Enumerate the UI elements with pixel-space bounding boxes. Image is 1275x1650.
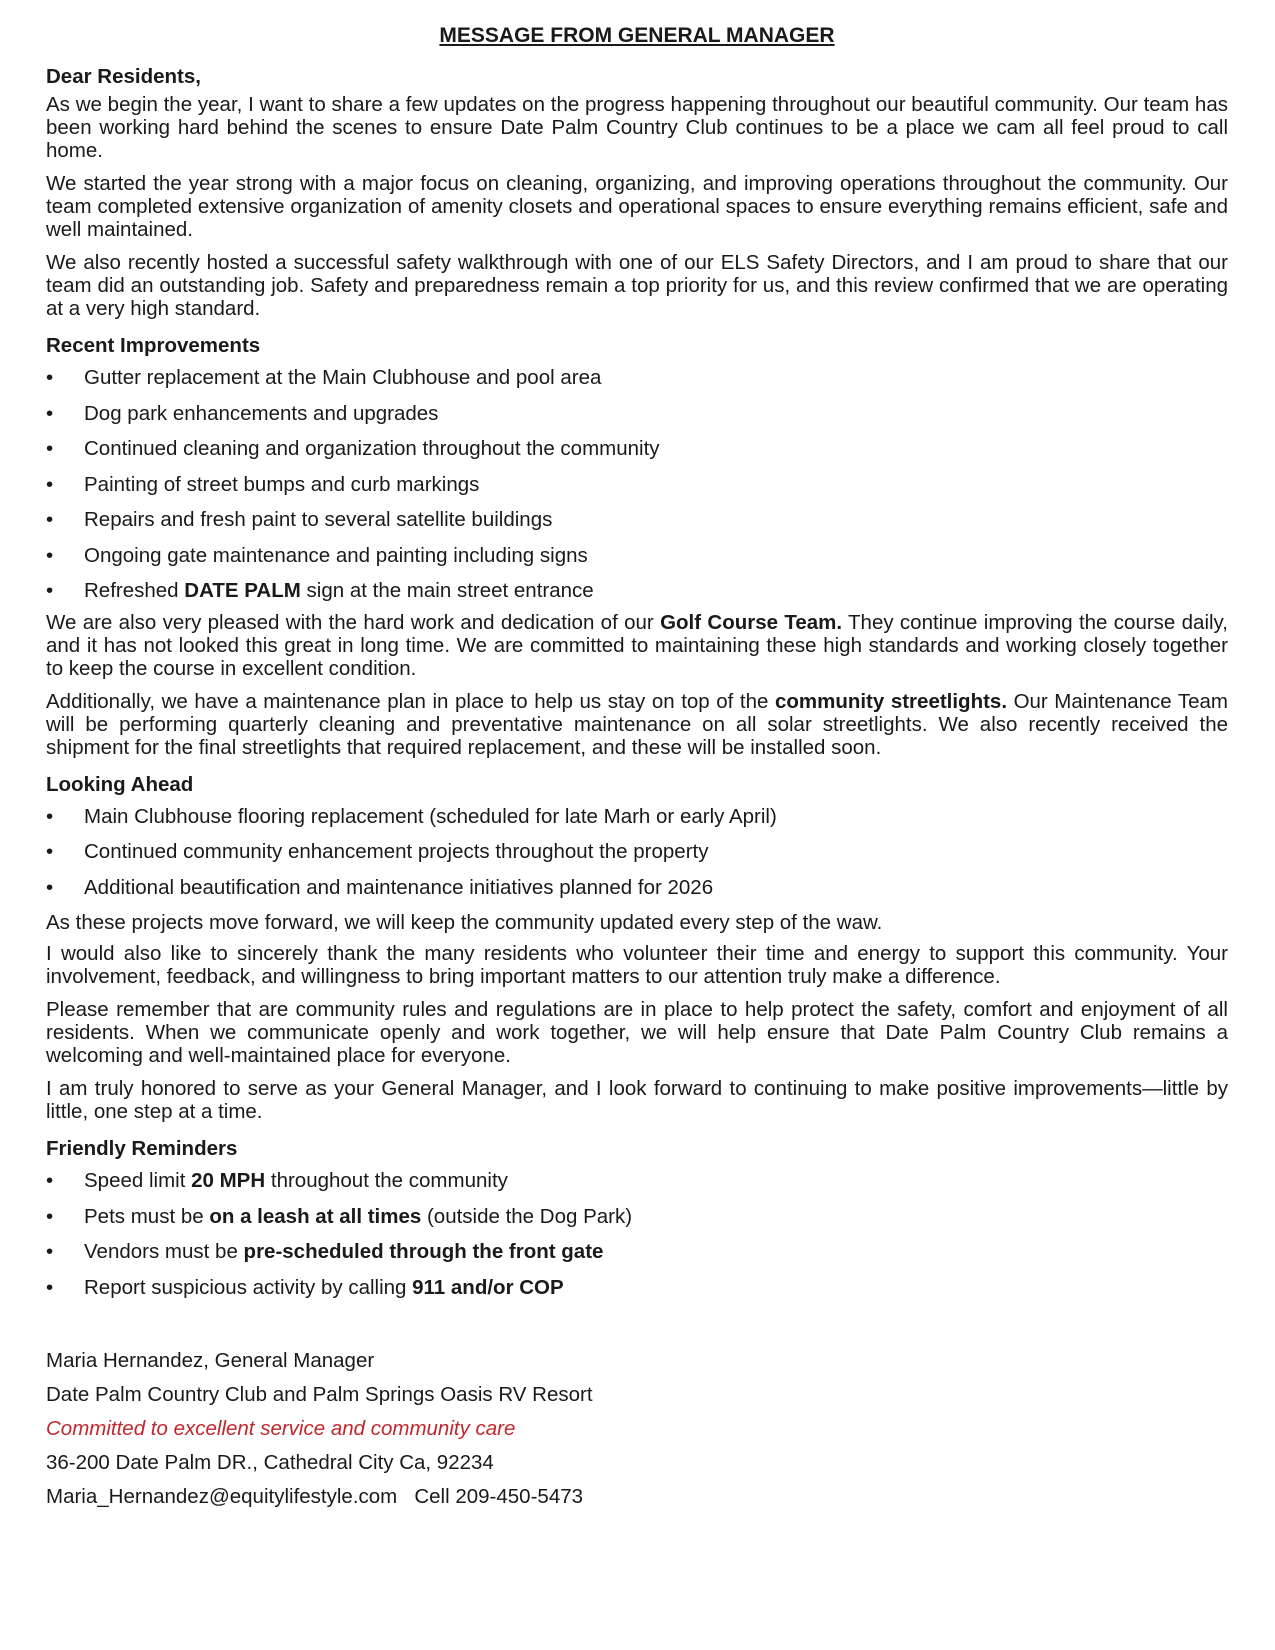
section-heading-improvements: Recent Improvements xyxy=(46,334,261,357)
list-item xyxy=(46,1236,1228,1268)
letter xyxy=(46,20,1228,1514)
list-item-emphasis: 911 and/or COP xyxy=(412,1275,564,1299)
golf-paragraph xyxy=(46,611,1228,680)
greeting: Dear Residents, xyxy=(46,65,201,88)
list-item-text: Report suspicious activity by calling xyxy=(84,1275,413,1299)
list-item xyxy=(46,1201,1228,1233)
list-item: • Gutter replacement at the Main Clubhouse and pool area xyxy=(46,362,1228,394)
signature-block xyxy=(46,1344,1228,1514)
list-item-emphasis: on a leash at all times xyxy=(209,1204,422,1228)
list-item-text: Speed limit xyxy=(84,1169,192,1192)
list-item xyxy=(46,575,1228,607)
list-item-text: Pets must be xyxy=(84,1204,210,1228)
list-item: • Ongoing gate maintenance and painting including signs xyxy=(46,540,1228,572)
section-heading-looking-ahead: Looking Ahead xyxy=(46,772,194,796)
list-item-text: (outside the Dog Park) xyxy=(421,1204,633,1228)
list-item: • Dog park enhancements and upgrades xyxy=(46,398,1228,430)
phone-number: Cell 209-450-5473 xyxy=(414,1484,584,1508)
intro-paragraph: We also recently hosted a successful safety walkthrough with one of our ELS Safety Directors, and I am proud to share that our team did an outstanding job. Safety and preparedness remain a top priority for us, and this review confirmed that we are operating at a very high standard. xyxy=(46,251,1228,320)
list-item xyxy=(46,1272,1228,1304)
list-item: • Additional beautification and maintenance initiatives planned for 2026 xyxy=(46,872,1228,904)
paragraph-text: They continue improving the course daily, and it has not looked this great in long time. We are committed to maintaining these high standards and working closely together to keep the course in excellent condition. xyxy=(46,610,1228,680)
list-item-emphasis: 20 MPH xyxy=(191,1169,266,1192)
looking-ahead-list xyxy=(46,801,1228,904)
rules-paragraph: Please remember that are community rules and regulations are in place to help protect the safety, comfort and enjoyment of all residents. When we communicate openly and work together, we will help ensure that Date Palm Country Club remains a welcoming and well-maintained place for everyone. xyxy=(46,998,1228,1067)
paragraph-text: Our Maintenance Team will be performing quarterly cleaning and preventative maintenance on all solar streetlights. We also recently received the shipment for the final streetlights that required replacement, and these will be installed soon. xyxy=(46,689,1228,759)
reminders-list xyxy=(46,1165,1228,1304)
thanks-paragraph: I would also like to sincerely thank the many residents who volunteer their time and energy to support this community. Your involvement, feedback, and willingness to bring important matters to our attention truly make a difference. xyxy=(46,942,1228,988)
list-item: • Continued cleaning and organization throughout the community xyxy=(46,433,1228,465)
list-item-text: throughout the community xyxy=(265,1169,508,1192)
paragraph-emphasis: community streetlights. xyxy=(774,689,1008,713)
intro-paragraph: As we begin the year, I want to share a few updates on the progress happening throughout our beautiful community. Our team has been working hard behind the scenes to ensure Date Palm Country Club continues to be a place we cam all feel proud to call home. xyxy=(46,93,1228,162)
email-link[interactable]: Maria_Hernandez@equitylifestyle.com xyxy=(46,1484,398,1508)
signature-address: 36-200 Date Palm DR., Cathedral City Ca, 92234 xyxy=(46,1450,494,1474)
streetlights-paragraph xyxy=(46,690,1228,759)
list-item-emphasis: DATE PALM xyxy=(184,579,301,602)
paragraph-text: We are also very pleased with the hard work and dedication of our xyxy=(46,610,661,634)
improvements-list xyxy=(46,362,1228,607)
list-item: • Painting of street bumps and curb markings xyxy=(46,469,1228,501)
list-item-text: Refreshed xyxy=(84,579,185,602)
page-title: MESSAGE FROM GENERAL MANAGER xyxy=(439,24,835,47)
list-item-emphasis: pre-scheduled through the front gate xyxy=(243,1240,604,1263)
paragraph-text: Additionally, we have a maintenance plan in place to help us stay on top of the xyxy=(46,689,775,713)
section-heading-reminders: Friendly Reminders xyxy=(46,1137,238,1160)
paragraph-emphasis: Golf Course Team. xyxy=(660,610,843,634)
list-item xyxy=(46,1165,1228,1197)
signature-tagline: Committed to excellent service and community care xyxy=(46,1416,516,1440)
list-item-text: sign at the main street entrance xyxy=(300,579,594,602)
signature-organization: Date Palm Country Club and Palm Springs Oasis RV Resort xyxy=(46,1382,593,1406)
updates-paragraph: As these projects move forward, we will keep the community updated every step of the waw. xyxy=(46,911,883,934)
signature-name: Maria Hernandez, General Manager xyxy=(46,1348,375,1372)
intro-paragraph: We started the year strong with a major focus on cleaning, organizing, and improving operations throughout the community. Our team completed extensive organization of amenity closets and operational spaces to ensure everything remains efficient, safe and well maintained. xyxy=(46,172,1228,241)
signature-contact xyxy=(46,1480,1228,1514)
list-item: • Repairs and fresh paint to several satellite buildings xyxy=(46,504,1228,536)
honored-paragraph: I am truly honored to serve as your General Manager, and I look forward to continuing to make positive improvements—little by little, one step at a time. xyxy=(46,1077,1228,1123)
list-item-text: Vendors must be xyxy=(84,1240,244,1263)
list-item: • Continued community enhancement projects throughout the property xyxy=(46,836,1228,868)
list-item: • Main Clubhouse flooring replacement (scheduled for late Marh or early April) xyxy=(46,801,1228,833)
